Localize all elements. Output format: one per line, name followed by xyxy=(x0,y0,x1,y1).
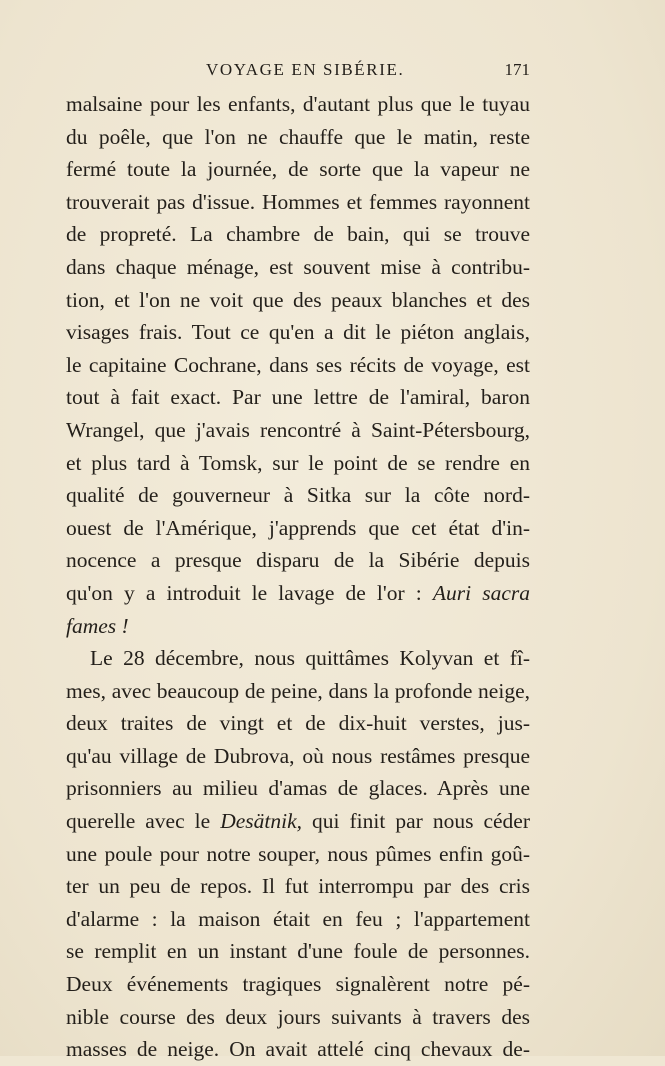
text-line: deux traites de vingt et de dix-huit verstes, jus- xyxy=(66,711,530,736)
page-number: 171 xyxy=(504,60,530,79)
paragraph-end-line xyxy=(66,610,530,643)
text-line xyxy=(66,805,530,838)
paragraph-start-line: Le 28 décembre, nous quittâmes Kolyvan et fî- xyxy=(90,646,530,671)
text-line: Deux événements tragiques signalèrent notre pé- xyxy=(66,972,530,997)
text-line: fermé toute la journée, de sorte que la vapeur ne xyxy=(66,157,530,182)
text-line: qualité de gouverneur à Sitka sur la côte nord- xyxy=(66,483,530,508)
text-line: ter un peu de repos. Il fut interrompu par des cris xyxy=(66,874,530,899)
text-line: Wrangel, que j'avais rencontré à Saint-Pétersbourg, xyxy=(66,417,530,442)
running-head: VOYAGE EN SIBÉRIE. xyxy=(206,60,405,79)
text-line: tion, et l'on ne voit que des peaux blanches et des xyxy=(66,287,530,312)
russian-term: Desätnik, xyxy=(220,809,302,834)
text-line: qu'au village de Dubrova, où nous restâmes presque xyxy=(66,743,530,768)
text-line xyxy=(66,577,530,610)
text-line: tout à fait exact. Par une lettre de l'amiral, baron xyxy=(66,385,530,410)
text-line: de propreté. La chambre de bain, qui se trouve xyxy=(66,222,530,247)
text-line: du poêle, que l'on ne chauffe que le matin, reste xyxy=(66,124,530,149)
latin-phrase: Auri sacra xyxy=(432,580,530,605)
text-line: nible course des deux jours suivants à travers des xyxy=(66,1004,530,1029)
text-line: nocence a presque disparu de la Sibérie depuis xyxy=(66,548,530,573)
text-segment: querelle avec le xyxy=(66,809,221,834)
text-line: prisonniers au milieu d'amas de glaces. Après une xyxy=(66,776,530,801)
text-line: le capitaine Cochrane, dans ses récits de voyage, est xyxy=(66,352,530,377)
text-segment: qu'on y a introduit le lavage de l'or : xyxy=(66,580,433,605)
body-text xyxy=(66,88,530,1066)
text-line: ouest de l'Amérique, j'apprends que cet état d'in- xyxy=(66,515,530,540)
text-line: d'alarme : la maison était en feu ; l'appartement xyxy=(66,906,530,931)
text-line: malsaine pour les enfants, d'autant plus que le tuyau xyxy=(66,92,530,116)
text-line: se remplit en un instant d'une foule de personnes. xyxy=(66,939,530,964)
text-line: et plus tard à Tomsk, sur le point de se rendre en xyxy=(66,450,530,475)
text-segment: qui finit par nous céder xyxy=(302,809,530,834)
text-line: dans chaque ménage, est souvent mise à contribu- xyxy=(66,254,530,279)
latin-phrase: fames ! xyxy=(66,613,129,638)
text-line: une poule pour notre souper, nous pûmes enfin goû- xyxy=(66,841,530,866)
text-line: masses de neige. On avait attelé cinq chevaux de- xyxy=(66,1037,530,1062)
text-line: visages frais. Tout ce qu'en a dit le piéton anglais, xyxy=(66,320,530,345)
text-line: trouverait pas d'issue. Hommes et femmes rayonnent xyxy=(66,189,530,214)
page-header xyxy=(66,60,530,88)
text-line: mes, avec beaucoup de peine, dans la profonde neige, xyxy=(66,678,530,703)
